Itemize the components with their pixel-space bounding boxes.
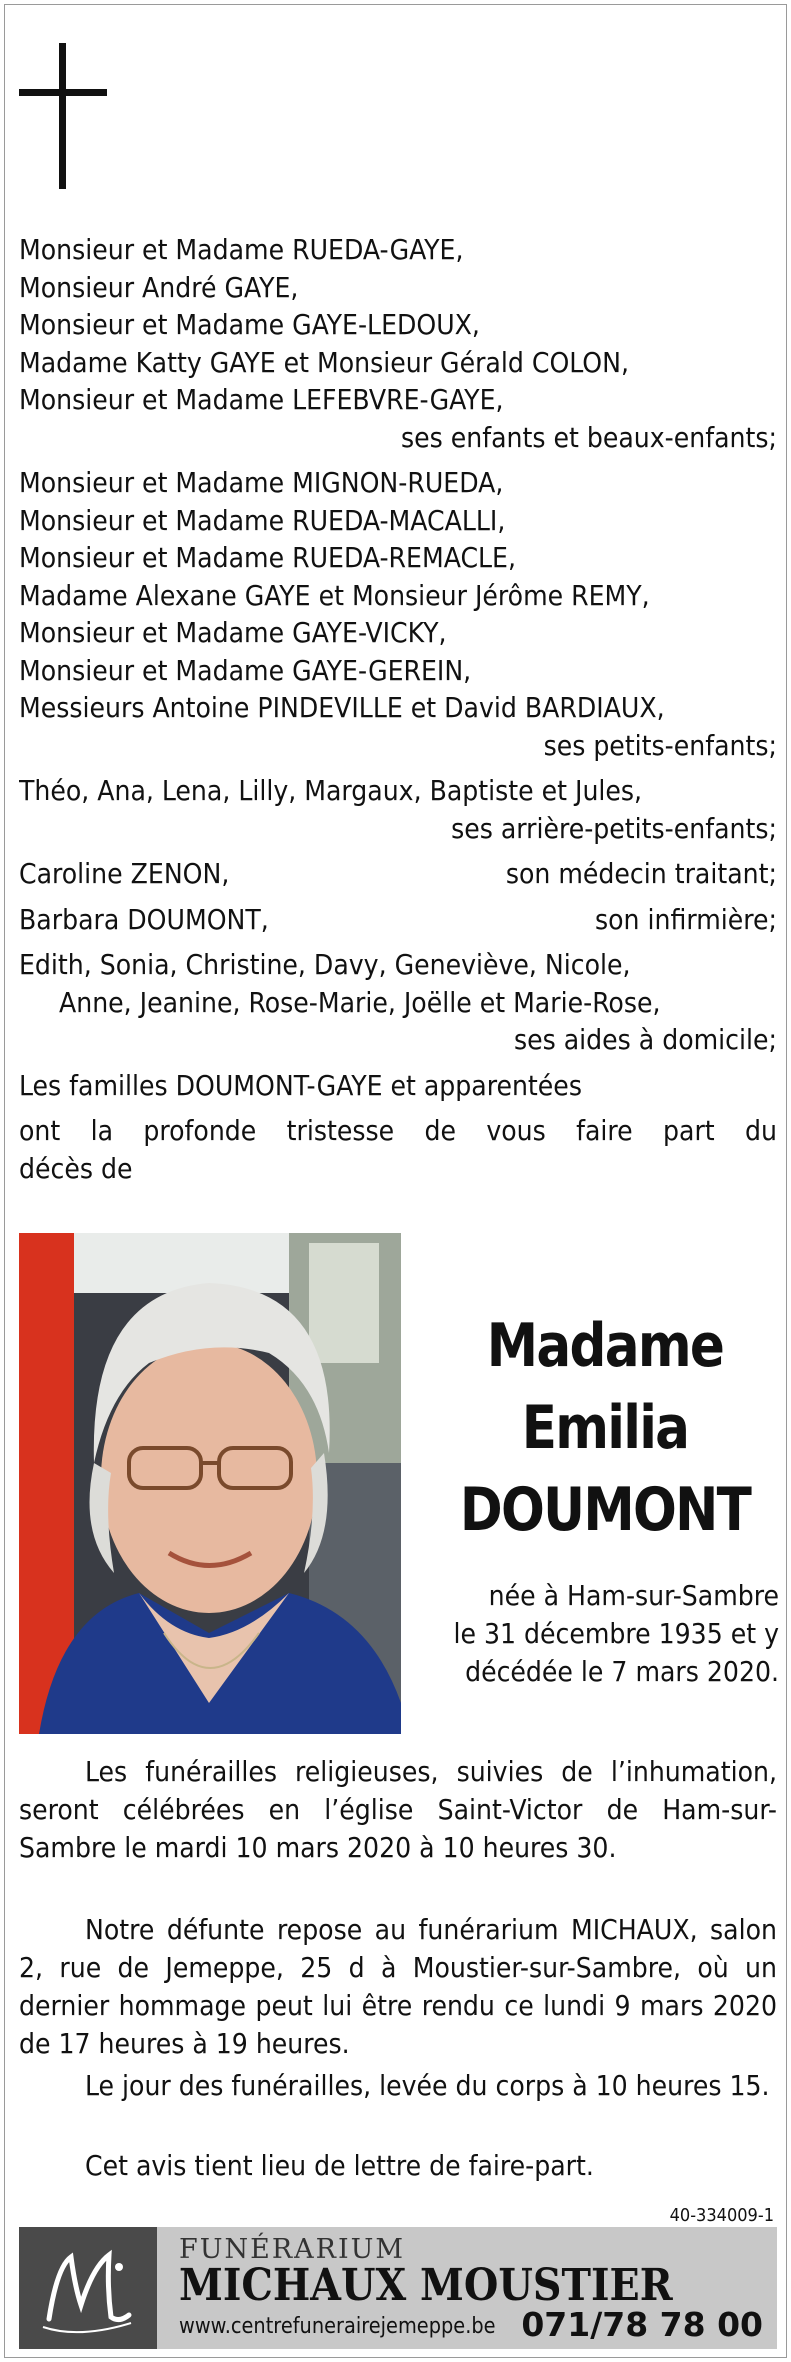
families-line: Les familles DOUMONT-GAYE et apparentées bbox=[19, 1068, 582, 1102]
deceased-last-name: DOUMONT bbox=[459, 1475, 751, 1545]
birth-line: née à Ham-sur-Sambre bbox=[488, 1579, 779, 1612]
relation-label: ses arrière-petits-enfants; bbox=[451, 811, 777, 845]
banner-phone: 071/78 78 00 bbox=[521, 2305, 763, 2344]
list-item: Monsieur et Madame MIGNON-RUEDA, bbox=[19, 466, 504, 499]
obituary-page bbox=[4, 4, 787, 2358]
list-item: Monsieur et Madame GAYE-VICKY, bbox=[19, 616, 447, 649]
funeral-home-banner bbox=[19, 2227, 777, 2349]
relation-label: ses aides à domicile; bbox=[513, 1023, 777, 1056]
birth-line: le 31 décembre 1935 et y bbox=[453, 1617, 779, 1650]
mourners-list bbox=[19, 231, 777, 1187]
list-item: Anne, Jeanine, Rose-Marie, Joëlle et Marie-Rose, bbox=[59, 985, 661, 1019]
funeral-home-logo-icon bbox=[19, 2227, 157, 2349]
relation-label: son médecin traitant; bbox=[505, 857, 777, 890]
list-item: Edith, Sonia, Christine, Davy, Geneviève, Nicole, bbox=[19, 948, 631, 981]
reference-number: 40-334009-1 bbox=[669, 2205, 774, 2226]
list-item: Madame Alexane GAYE et Monsieur Jérôme REMY, bbox=[19, 578, 650, 612]
birth-death-info bbox=[425, 1577, 779, 1691]
list-item: Monsieur et Madame RUEDA-REMACLE, bbox=[19, 541, 516, 574]
banner-website: www.centrefunerairejemeppe.be bbox=[179, 2314, 496, 2339]
list-item: Monsieur et Madame RUEDA-GAYE, bbox=[19, 233, 464, 266]
funeral-paragraph: Les funérailles religieuses, suivies de l’inhumation, seront célébrées en l’église Saint-Victor de Ham-sur-Sambre le mardi 10 mars 2020 à 10 heures 30. bbox=[19, 1755, 777, 1864]
list-item: Madame Katty GAYE et Monsieur Gérald COLON, bbox=[19, 345, 629, 379]
departure-paragraph: Le jour des funérailles, levée du corps à 10 heures 15. bbox=[85, 2069, 770, 2102]
relation-label: son infirmière; bbox=[595, 902, 777, 936]
announce-line: décès de bbox=[19, 1151, 133, 1185]
nurse-row bbox=[19, 901, 777, 939]
relation-label: ses enfants et beaux-enfants; bbox=[401, 420, 777, 454]
death-line: décédée le 7 mars 2020. bbox=[465, 1655, 779, 1688]
banner-name: MICHAUX MOUSTIER bbox=[179, 2260, 673, 2311]
list-item: Théo, Ana, Lena, Lilly, Margaux, Baptiste et Jules, bbox=[19, 774, 643, 807]
nurse-name: Barbara DOUMONT, bbox=[19, 902, 269, 936]
list-item: Monsieur et Madame GAYE-LEDOUX, bbox=[19, 308, 480, 341]
banner-funerarium: FUNÉRARIUM bbox=[179, 2234, 406, 2265]
list-item: Monsieur André GAYE, bbox=[19, 270, 299, 304]
doctor-name: Caroline ZENON, bbox=[19, 857, 230, 890]
relation-label: ses petits-enfants; bbox=[543, 728, 777, 762]
rest-paragraph: Notre défunte repose au funérarium MICHAUX, salon 2, rue de Jemeppe, 25 d à Moustier-sur-Sambre, où un dernier hommage peut lui être rendu ce lundi 9 mars 2020 de 17 heures à 19 heures. bbox=[19, 1913, 777, 2060]
list-item: Monsieur et Madame RUEDA-MACALLI, bbox=[19, 503, 506, 537]
cross-icon bbox=[19, 43, 109, 193]
notice-paragraph: Cet avis tient lieu de lettre de faire-part. bbox=[85, 2149, 594, 2182]
list-item: Monsieur et Madame GAYE-GEREIN, bbox=[19, 653, 472, 687]
deceased-title: Madame bbox=[486, 1311, 724, 1381]
list-item: Messieurs Antoine PINDEVILLE et David BARDIAUX, bbox=[19, 691, 665, 724]
portrait-photo bbox=[19, 1233, 401, 1734]
deceased-first-name: Emilia bbox=[521, 1393, 689, 1463]
announce-line: ont la profonde tristesse de vous faire part du bbox=[19, 1114, 777, 1147]
doctor-row bbox=[19, 855, 777, 893]
deceased-name bbox=[450, 1305, 760, 1551]
list-item: Monsieur et Madame LEFEBVRE-GAYE, bbox=[19, 383, 504, 416]
